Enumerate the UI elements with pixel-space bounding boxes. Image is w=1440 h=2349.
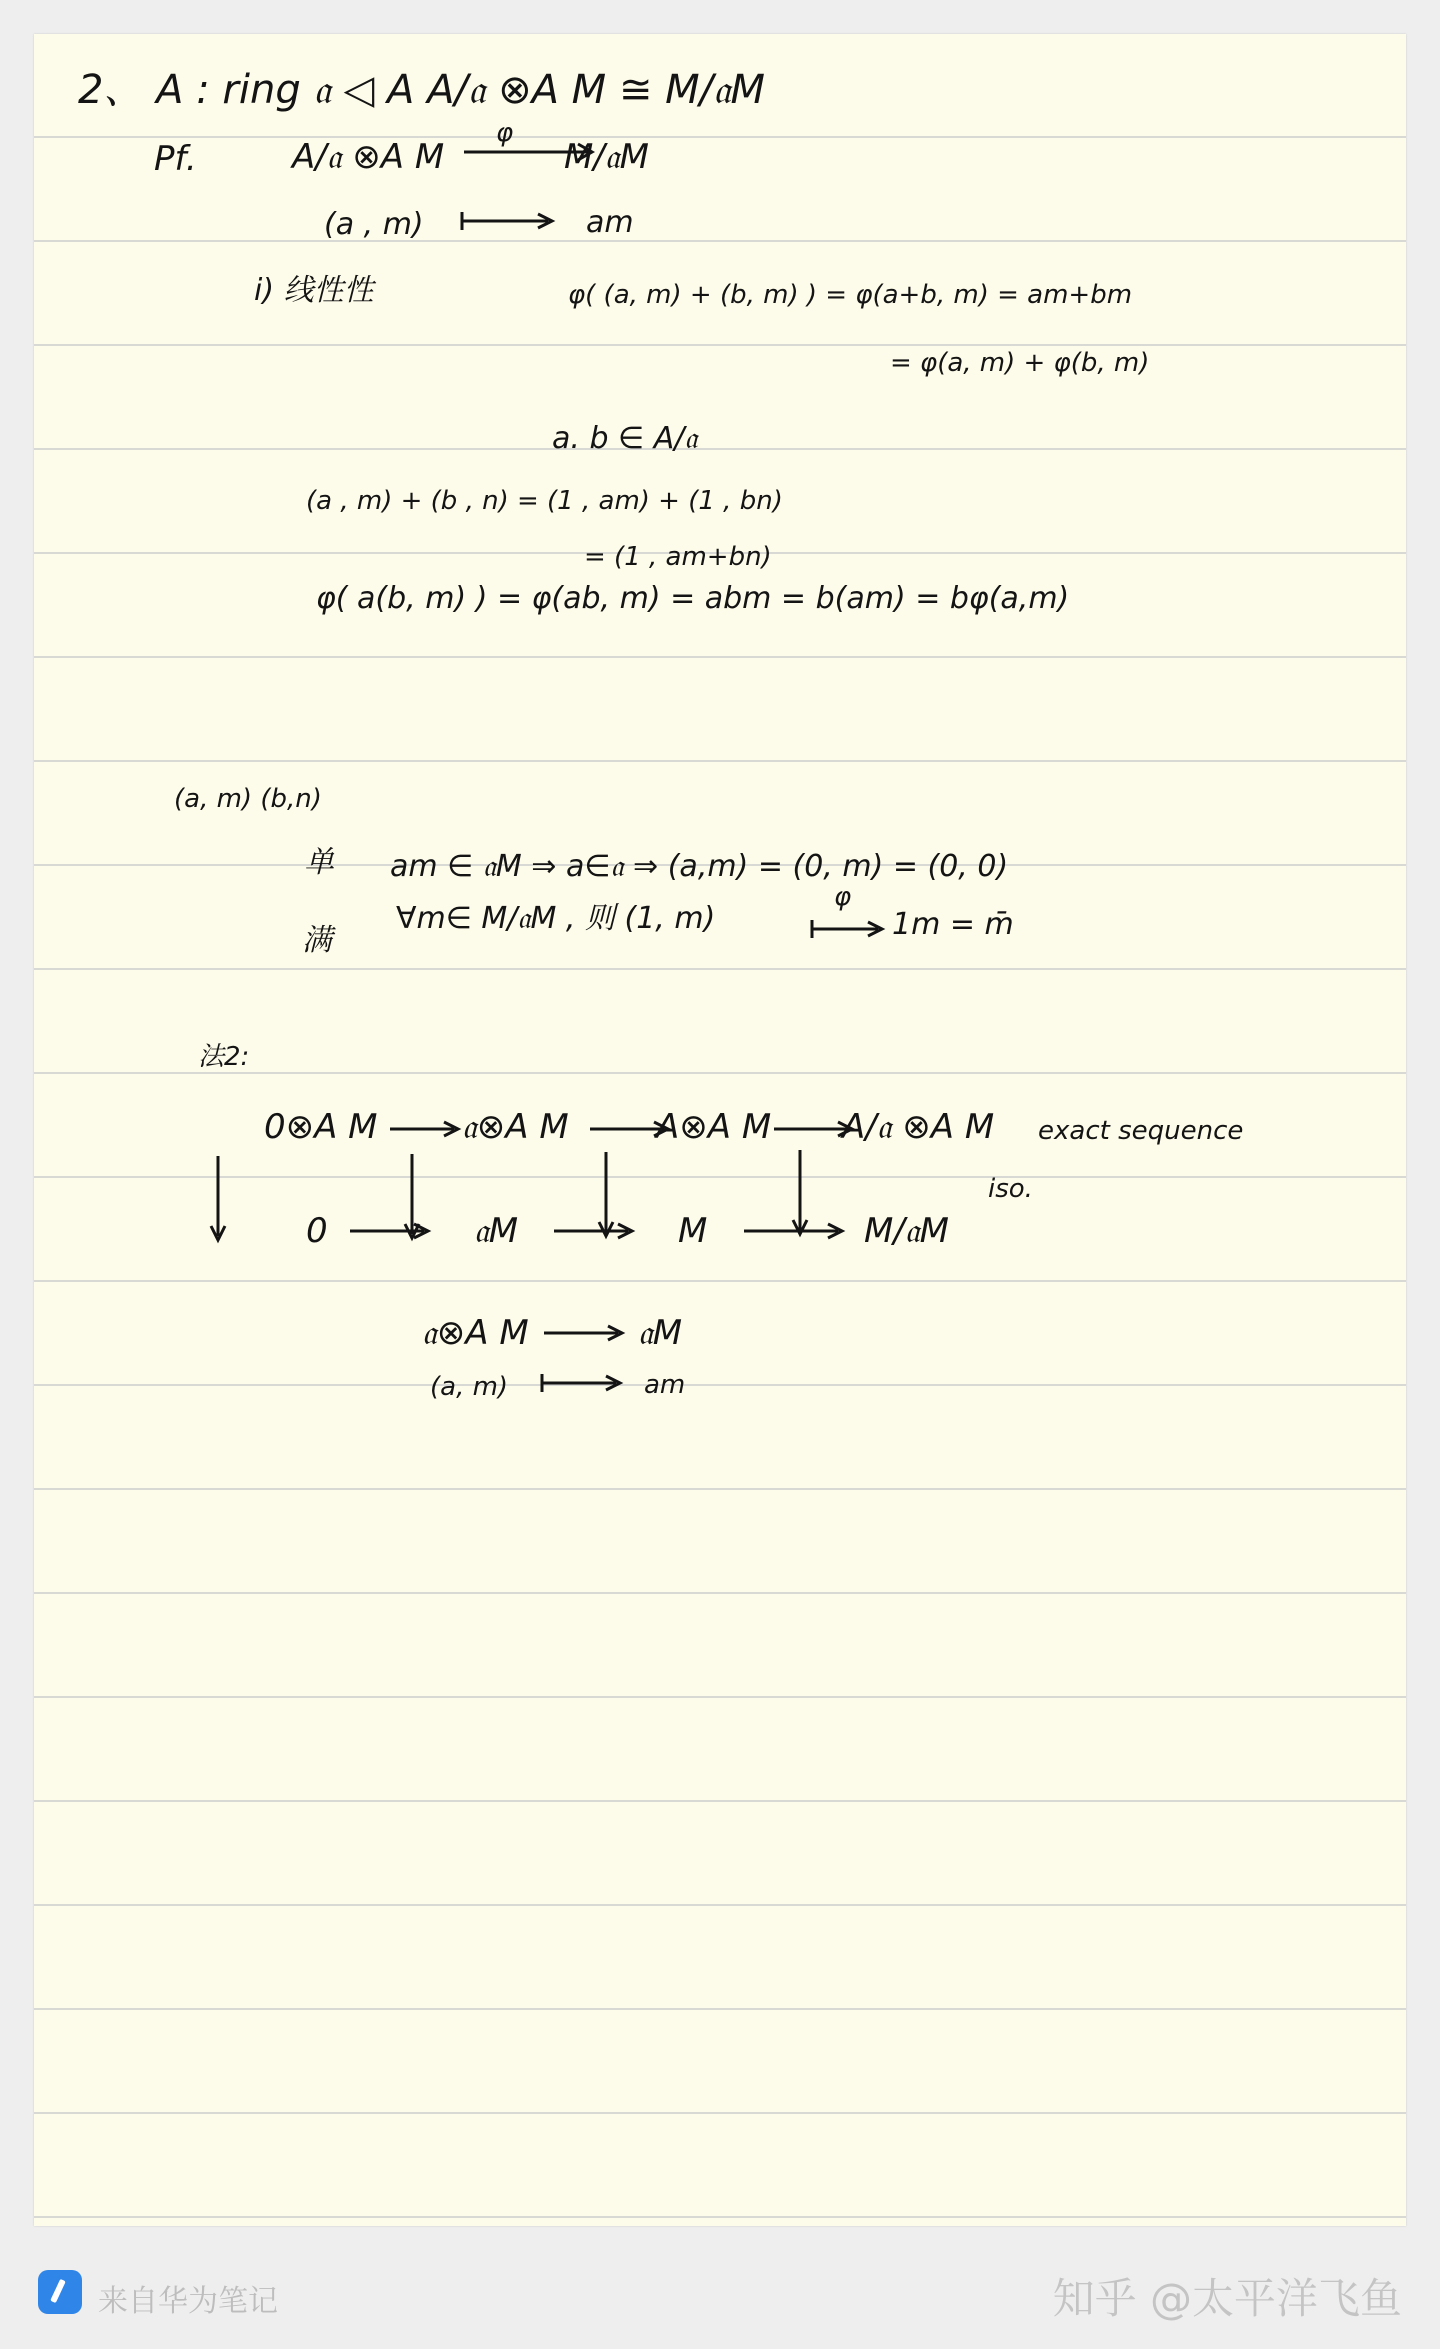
diagram-top-arrow [386, 1114, 466, 1144]
proof-label: Pf. [154, 139, 197, 179]
iso-label: iso. [988, 1174, 1033, 1204]
diagram-top-node: 𝔞⊗A M [462, 1107, 569, 1147]
problem-statement: 2、 A : ring 𝔞 ◁ A A/𝔞 ⊗A M ≅ M/𝔞M [78, 67, 766, 113]
linearity-equation-2: = φ(a, m) + φ(b, m) [890, 348, 1150, 378]
sum-equation-1: (a , m) + (b , n) = (1 , am) + (1 , bn) [306, 486, 783, 516]
diagram-top-node: A/𝔞 ⊗A M [842, 1107, 995, 1147]
injective-equation: am ∈ 𝔞M ⇒ a∈𝔞 ⇒ (a,m) = (0, m) = (0, 0) [390, 849, 1009, 884]
surjective-equation-left: ∀m∈ M/𝔞M , 则 (1, m) [396, 901, 716, 936]
final-map-target: 𝔞M [638, 1313, 683, 1353]
diagram-bottom-arrow [346, 1216, 436, 1246]
surjective-equation-right: 1m = m̄ [892, 907, 1014, 942]
proof-map-symbol: φ [496, 118, 514, 148]
proof-map-source: A/𝔞 ⊗A M [292, 137, 445, 177]
method2-label: 法2: [198, 1042, 250, 1072]
scalar-equation: φ( a(b, m) ) = φ(ab, m) = abm = b(am) = bφ(a,m) [316, 581, 1070, 616]
linearity-equation-1: φ( (a, m) + (b, m) ) = φ(a+b, m) = am+bm [568, 280, 1133, 310]
diagram-bottom-node: M [678, 1211, 708, 1251]
surjective-map-symbol: φ [834, 882, 852, 912]
diagram-bottom-node: M/𝔞M [864, 1211, 949, 1251]
final-map-arrow [540, 1318, 630, 1348]
scalar-domain: a. b ∈ A/𝔞 [552, 421, 698, 456]
diagram-vertical-arrow [206, 1152, 230, 1248]
pair-line: (a, m) (b,n) [174, 784, 322, 814]
exact-sequence-label: exact sequence [1038, 1116, 1244, 1146]
maps-to-arrow [458, 206, 558, 236]
note-source: 来自华为笔记 [98, 2284, 278, 2319]
map-rule-source: (a , m) [324, 207, 424, 242]
huawei-notes-icon [38, 2270, 82, 2314]
map-rule-target: am [586, 205, 634, 240]
injective-label: 单 [304, 845, 334, 880]
linearity-label: i) 线性性 [254, 273, 374, 308]
watermark: 知乎 @太平洋飞鱼 [1052, 2274, 1402, 2323]
diagram-bottom-arrow [550, 1216, 640, 1246]
diagram-bottom-node: 0 [306, 1211, 328, 1251]
diagram-bottom-arrow [740, 1216, 850, 1246]
sum-equation-2: = (1 , am+bn) [584, 542, 772, 572]
surjective-map-arrow [808, 914, 888, 944]
diagram-top-node: A⊗A M [656, 1107, 772, 1147]
final-rule-source: (a, m) [430, 1372, 509, 1402]
note-page [34, 34, 1406, 2226]
final-rule-arrow [538, 1368, 628, 1398]
proof-map-target: M/𝔞M [564, 137, 649, 177]
diagram-top-node: 0⊗A M [264, 1107, 378, 1147]
final-map-source: 𝔞⊗A M [422, 1313, 529, 1353]
diagram-bottom-node: 𝔞M [474, 1211, 519, 1251]
surjective-label: 满 [302, 923, 332, 958]
final-rule-target: am [644, 1370, 686, 1400]
